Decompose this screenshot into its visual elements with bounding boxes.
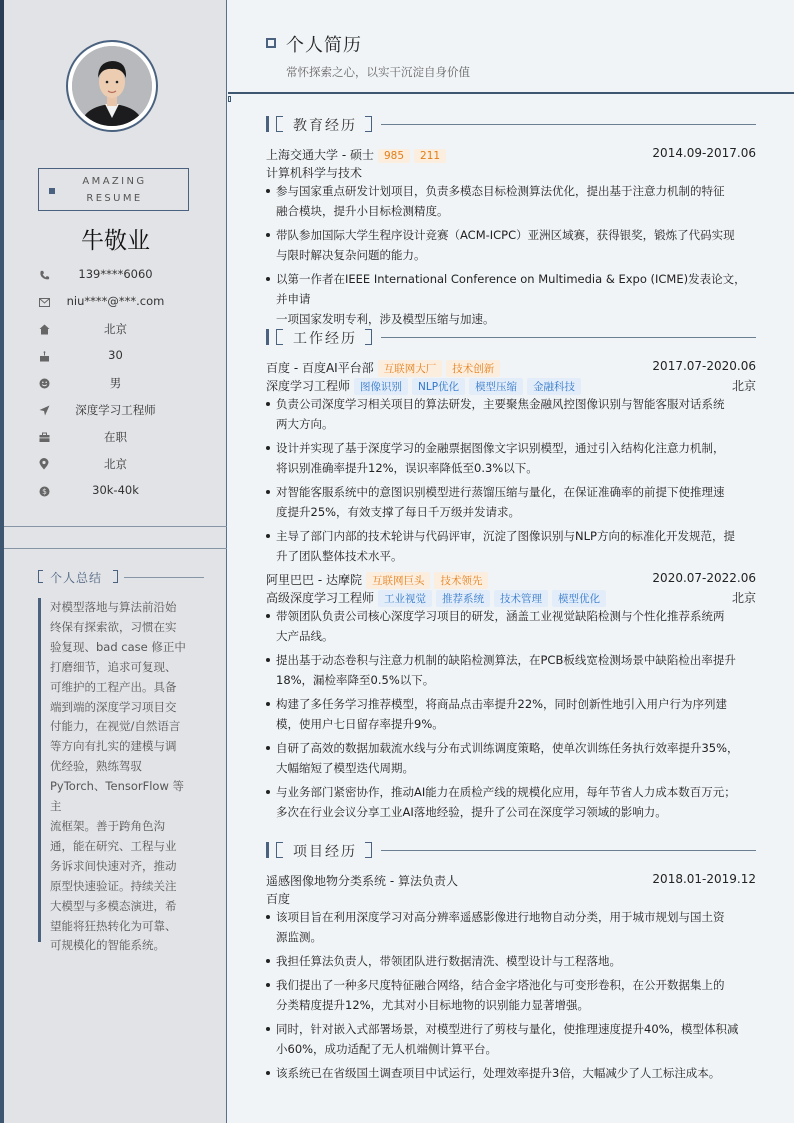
project-bullet: 我们提出了一种多尺度特征融合网络，结合金字塔池化与可变形卷积，在公开数据集上的 分类精度提升12%，尤其对小目标地物的识别能力显著增强。 [266, 975, 756, 1015]
info-text: 男 [109, 376, 122, 390]
resume-tag-box [38, 168, 189, 211]
work-role-row [266, 376, 756, 394]
work-bullet: 提出基于动态卷积与注意力机制的缺陷检测算法，在PCB板线宽检测场景中缺陷检出率提升 18%，漏检率降至0.5%以下。 [266, 650, 756, 690]
info-text: 在职 [104, 430, 127, 444]
education-bullet: 以第一作者在IEEE International Conference on Multimedia & Expo (ICME)发表论文，并申请 一项国家发明专利，涉及模型压缩与加速。 [266, 269, 756, 329]
divider [4, 526, 227, 527]
project-bullet: 同时，针对嵌入式部署场景，对模型进行了剪枝与量化，使推理速度提升40%，模型体积减 小60%，成功适配了无人机端侧计算平台。 [266, 1019, 756, 1059]
work-bullet: 带领团队负责公司核心深度学习项目的研发，涵盖工业视觉缺陷检测与个性化推荐系统两 大产品线。 [266, 606, 756, 646]
info-text: 30 [108, 348, 123, 362]
work-city: 北京 [731, 591, 756, 605]
avatar [72, 46, 152, 126]
tag: 互联网巨头 [366, 572, 431, 589]
tag: 技术领先 [434, 572, 488, 589]
education-major-row [266, 163, 756, 181]
work-bullet: 负责公司深度学习相关项目的算法研发，主要聚焦金融风控图像识别与智能客服对话系统 两大方向。 [266, 394, 756, 434]
page-subtitle: 常怀探索之心，以实干沉淀自身价值 [286, 65, 470, 79]
tag-line-1: AMAZING [82, 176, 147, 187]
tag: 技术创新 [446, 360, 500, 377]
education-date: 2014.09-2017.06 [652, 146, 756, 160]
project-name: 遥感图像地物分类系统 - 算法负责人 [266, 874, 458, 888]
section-project-heading: 项目经历 [266, 841, 756, 861]
divider [4, 548, 227, 549]
project-bullet: 我担任算法负责人，带领团队进行数据清洗、模型设计与工程落地。 [266, 951, 756, 971]
work-city: 北京 [731, 379, 756, 393]
section-education-heading: 教育经历 [266, 115, 756, 135]
info-text: niu****@***.com [66, 294, 165, 308]
tag: 推荐系统 [436, 590, 490, 607]
info-text: 北京 [104, 457, 127, 471]
tag: NLP优化 [412, 378, 465, 395]
work-bullet: 对智能客服系统中的意图识别模型进行蒸馏压缩与量化，在保证准确率的前提下使推理速 度提升25%，有效支撑了每日千万级并发请求。 [266, 482, 756, 522]
role: 高级深度学习工程师 [266, 591, 375, 605]
info-gender [4, 373, 227, 393]
work-company-row [266, 570, 756, 588]
header-divider [228, 92, 794, 94]
work-date: 2017.07-2020.06 [652, 359, 756, 373]
tag: 模型优化 [552, 590, 606, 607]
info-home [4, 319, 227, 339]
tag: 工业视觉 [378, 590, 432, 607]
work-bullet: 主导了部门内部的技术轮讲与代码评审，沉淀了图像识别与NLP方向的标准化开发规范，提 升了团队整体技术水平。 [266, 526, 756, 566]
company-name: 百度 - 百度AI平台部 [266, 361, 374, 375]
education-bullet: 带队参加国际大学生程序设计竞赛（ACM-ICPC）亚洲区域赛，获得银奖，锻炼了代码实现 与限时解决复杂问题的能力。 [266, 225, 756, 265]
education-bullet: 参与国家重点研发计划项目，负责多模态目标检测算法优化，提出基于注意力机制的特征 融合模块，提升小目标检测精度。 [266, 181, 756, 221]
project-org-row [266, 889, 756, 907]
info-location [4, 454, 227, 474]
work-bullet: 与业务部门紧密协作，推动AI能力在质检产线的规模化应用，每年节省人力成本数百万元； 多次在行业会议分享工业AI落地经验，提升了公司在深度学习领域的影响力。 [266, 782, 756, 822]
info-status [4, 427, 227, 447]
svg-text:$: $ [41, 486, 47, 496]
tag: 互联网大厂 [378, 360, 443, 377]
info-position [4, 400, 227, 420]
tag-line-2: RESUME [86, 193, 143, 204]
info-salary [4, 481, 227, 501]
corner-mark [228, 96, 231, 102]
avatar-frame [66, 40, 158, 132]
summary-title: 个人总结 [50, 571, 103, 585]
work-bullet: 自研了高效的数据加载流水线与分布式训练调度策略，使单次训练任务执行效率提升35%， 大幅缩短了模型迭代周期。 [266, 738, 756, 778]
tag: 技术管理 [494, 590, 548, 607]
project-org: 百度 [266, 892, 291, 906]
square-outline-icon [266, 38, 276, 48]
main-content [228, 0, 794, 1123]
info-phone [4, 265, 227, 285]
tag: 211 [414, 149, 446, 163]
project-date: 2018.01-2019.12 [652, 872, 756, 886]
tag: 图像识别 [354, 378, 408, 395]
work-date: 2020.07-2022.06 [652, 571, 756, 585]
info-text: 深度学习工程师 [75, 403, 156, 417]
work-bullet: 设计并实现了基于深度学习的金融票据图像文字识别模型，通过引入结构化注意力机制， 将识别准确率提升12%，误识率降低至0.3%以下。 [266, 438, 756, 478]
project-bullet: 该项目旨在利用深度学习对高分辨率遥感影像进行地物自动分类，用于城市规划与国土资 源监测。 [266, 907, 756, 947]
company-name: 阿里巴巴 - 达摩院 [266, 573, 362, 587]
info-email [4, 292, 227, 312]
summary-text: 对模型落地与算法前沿始 终保有探索欲，习惯在实 验复现、bad case 修正中 打磨细节，追求可复现、 可维护的工程产出。具备 端到端的深度学习项目交 付能力，在视觉/自然语言 等方向有扎实的建模与调 优经验，熟练驾驭 PyTorch、TensorFlow 等主 流框架。善于跨角色沟 通，能在研究、工程与业 务诉求间快速对齐，推动 原型快速验证。持续关注 大模型与多模态演进，希 望能将狂热转化为可靠、 可规模化的智能系统。 [50, 600, 186, 953]
work-role-row [266, 588, 756, 606]
education-school-row [266, 145, 756, 163]
section-work-heading: 工作经历 [266, 328, 756, 348]
work-company-row [266, 358, 756, 376]
work-bullet: 构建了多任务学习推荐模型，将商品点击率提升22%，同时创新性地引入用户行为序列建 模，使用户七日留存率提升9%。 [266, 694, 756, 734]
major: 计算机科学与技术 [266, 166, 363, 180]
project-bullet: 该系统已在省级国土调查项目中试运行，处理效率提升3倍，大幅减少了人工标注成本。 [266, 1063, 756, 1083]
project-name-row [266, 871, 756, 889]
info-text: 北京 [104, 322, 127, 336]
tag: 模型压缩 [469, 378, 523, 395]
info-text: 30k-40k [92, 483, 139, 497]
candidate-name: 牛敬业 [81, 228, 150, 254]
role: 深度学习工程师 [266, 379, 351, 393]
tag: 985 [378, 149, 410, 163]
sidebar [4, 0, 227, 1123]
school-name: 上海交通大学 - 硕士 [266, 148, 374, 162]
summary-heading [38, 568, 218, 586]
summary-accent-bar [38, 598, 41, 942]
page-title: 个人简历 [286, 35, 362, 56]
info-text: 139****6060 [78, 267, 153, 281]
info-age [4, 346, 227, 366]
tag: 金融科技 [527, 378, 581, 395]
